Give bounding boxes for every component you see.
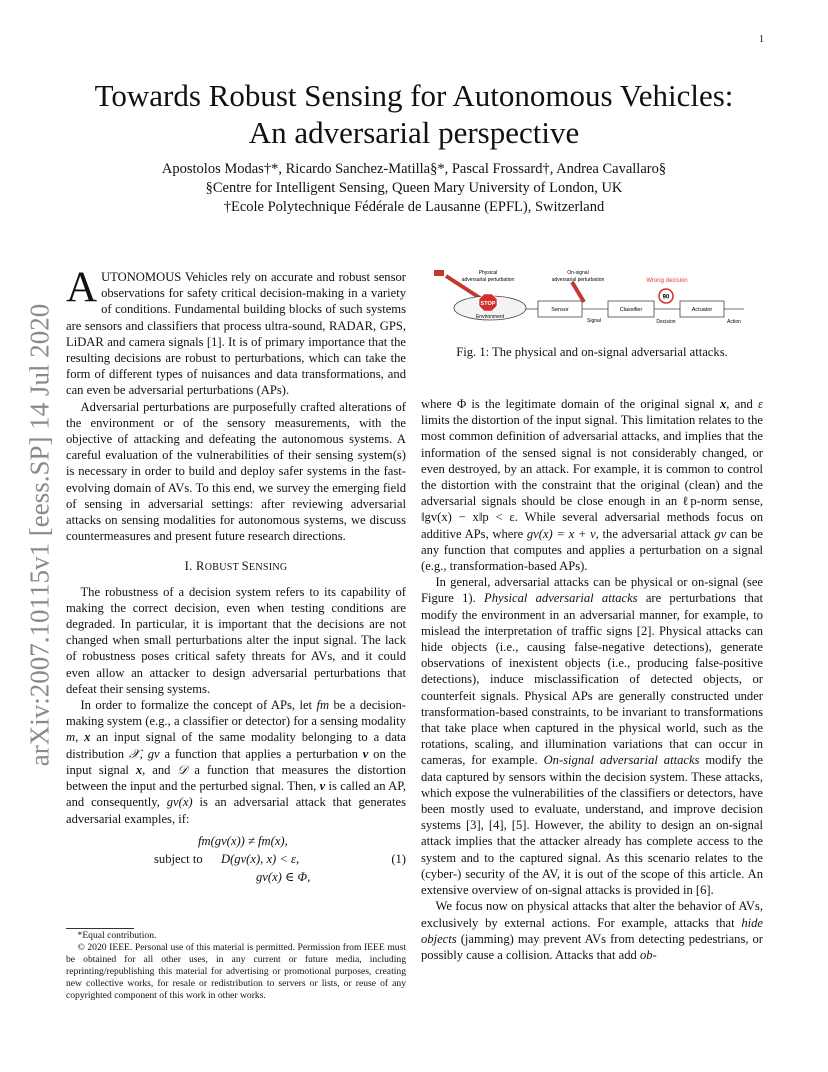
intro-caps-word: UTONOMOUS — [101, 270, 182, 284]
eq-subject-to: subject to — [154, 851, 203, 866]
figure-1-caption: Fig. 1: The physical and on-signal adversarial attacks. — [456, 345, 728, 359]
author-list: Apostolos Modas†*, Ricardo Sanchez-Matilla§*, Pascal Frossard†, Andrea Cavallaro§ — [161, 161, 667, 177]
r1-e: can be any function that computes and applies a perturbation on a signal (e.g., transformation-based APs). — [421, 526, 763, 574]
r-sym-x: x — [719, 397, 727, 411]
sym-X: 𝒳 — [128, 746, 140, 761]
section-1-paragraph-2 — [66, 697, 406, 827]
r1-c: limits the distortion of the input signal. This limitation relates to the most common definition of adversarial attacks, and implies that the information of the sensed signal is not considerably changed, or even destroyed, by an attack. For example, it is common to control the distortion with the constraint that the original (clean) and the adversarial signals should be close enough in an ℓp-norm sense, ‖gv(x) − x‖p < ε. While several adversarial methods focus on additive APs, where — [421, 413, 763, 541]
section-title-part-2: ENSING — [248, 562, 288, 574]
fig-physical-label-1: Physical — [478, 270, 498, 276]
s1p2-c: , — [75, 730, 85, 745]
sym-gvx: gv(x) — [166, 795, 193, 810]
footnote-equal-contribution: *Equal contribution. — [77, 930, 157, 941]
eq-line-3: gv(x) ∈ Φ, — [256, 869, 311, 884]
r3-b: (jamming) may prevent AVs from detecting pedestrians, or possibly cause a collision. Attacks that add — [421, 931, 763, 962]
r2-a: In general, adversarial attacks can be physical or on-signal (see Figure 1). — [421, 575, 763, 606]
intro-paragraph-1 — [66, 264, 406, 399]
r-sym-gv: gv — [714, 526, 727, 541]
sym-x-2: x — [135, 762, 143, 777]
sym-gv: gv — [147, 746, 160, 761]
affiliation-qmul: §Centre for Intelligent Sensing, Queen Mary University of London, UK — [205, 180, 623, 196]
r2-c: modify the data captured by sensors within the decision system. These attacks, which expose the vulnerabilities of the classifiers or detectors, have been mostly used to evaluate, understand, and improve decision systems [3], [4], [5]. However, the ability to design an on-signal attack implies that the attacker already has complete access to the system and to the captured signal. As this scenario relates to the (cyber-) security of the AV, it is out of the scope of this article. An extensive overview of on-signal attacks is provided in [6]. — [421, 753, 763, 898]
affiliation-epfl: †Ecole Polytechnique Fédérale de Lausanne (EPFL), Switzerland — [223, 199, 605, 215]
section-1-heading — [66, 558, 406, 576]
sym-D: 𝒟 — [177, 762, 188, 777]
fig-speed-text: 90 — [662, 294, 670, 301]
right-paragraph-2 — [421, 574, 763, 898]
figure-1-diagram — [432, 268, 752, 332]
fig-decision: Decision — [656, 319, 676, 325]
title-line-1: Towards Robust Sensing for Autonomous Vehicles: — [94, 78, 734, 113]
r2-onsignal-term: On-signal adversarial attacks — [543, 753, 700, 768]
r3-ob: ob- — [639, 947, 657, 962]
sym-v-2: v — [319, 779, 326, 794]
right-paragraph-3 — [421, 898, 763, 963]
fig-signal: Signal — [587, 318, 601, 324]
r2-b: are perturbations that modify the environment in an adversarial manner, for example, to mislead the interpretation of traffic signs [2]. Physical attacks can hide objects (i.e., causing false-negative detections), generate observations of inexistent objects (i.e., producing false-positive detections), induce misclassification of detected objects, or counterfeit signals. Physical APs are generally constructed under transformation-based constraints, to be invariant to transformations that take place when captured in the physical world, such as the rotations, scaling, and illumination variations that can occur in cameras, for example. — [421, 591, 763, 768]
fig-actuator: Actuator — [691, 307, 713, 313]
sym-x: x — [84, 730, 91, 745]
footnote-copyright: © 2020 IEEE. Personal use of this material is permitted. Permission from IEEE must be obtained for all other uses, in any current or future media, including reprinting/republishing this material for advertising or promotional purposes, creating new collective works, for resale or redistribution to servers or lists, or reuse of any copyrighted component of this work in other works. — [66, 942, 406, 1001]
fig-classifier: Classifier — [619, 307, 643, 313]
section-title-cap-r: R — [196, 559, 205, 574]
r3-a: We focus now on physical attacks that alter the behavior of AVs, exclusively by external actions. For example, attacks that — [421, 899, 763, 930]
intro-paragraph-2: Adversarial perturbations are purposefully crafted alterations of the environment or of the sensory measurements, with the objective of attacking and defeating the autonomous systems. A careful evaluation of the vulnerabilities of their sensing system(s) is necessary in order to build and deploy safer systems in the fast-evolving domain of AVs. To this end, we survey the emerging field of sensing in adversarial settings: after reviewing adversarial attacks on sensing modalities for autonomous systems, we discuss countermeasures and present future research directions. — [66, 399, 406, 544]
title-line-2: An adversarial perspective — [248, 115, 580, 150]
eq-number: (1) — [391, 851, 406, 866]
section-number: I. — [184, 559, 193, 574]
footnotes — [66, 930, 406, 1002]
s1p2-f: a function that applies a perturbation — [159, 746, 363, 761]
s1p2-i: a function that measures the distortion between the input and the perturbed signal. Then, — [66, 762, 406, 794]
s1p2-b: be a decision-making system (e.g., a classifier or detector) for a sensing modality — [66, 698, 406, 729]
fig-onsignal-label-1: On-signal — [567, 270, 589, 276]
footnote-rule — [66, 928, 134, 929]
eq-line-1: fm(gv(x)) ≠ fm(x), — [198, 833, 288, 848]
r3-hide-objects: hide objects — [421, 915, 763, 946]
fig-stop-text: STOP — [480, 301, 496, 307]
fig-wrong-decision: Wrong decision — [646, 278, 688, 284]
sym-m: m — [66, 730, 76, 745]
s1p2-g: on the input signal — [66, 746, 406, 777]
s1p2-e: , — [139, 746, 148, 761]
sym-fm: fm — [316, 698, 330, 713]
fig-action: Action — [727, 319, 741, 325]
equation-1 — [66, 833, 406, 887]
s1p2-k: is an adversarial attack that generates adversarial examples, if: — [66, 795, 406, 826]
page-number: 1 — [759, 34, 764, 45]
r-sym-eps: ε — [758, 397, 763, 411]
fig-onsignal-label-2: adversarial perturbation — [551, 277, 605, 283]
r1-a: where Φ is the legitimate domain of the original signal — [421, 397, 720, 411]
section-1-paragraph-1: The robustness of a decision system refers to its capability of making the correct decision, even when testing conditions are degraded. In particular, it is important that the decisions are not changed when small perturbations alter the input signal. The lack of robustness poses critical safety threats for AVs, and it could even allow an attacker to design adversarial perturbations that defeat their sensing systems. — [66, 584, 406, 696]
camera-icon — [434, 270, 444, 276]
paper-title — [40, 77, 788, 151]
fig-sensor: Sensor — [551, 307, 569, 313]
right-paragraph-1 — [421, 396, 763, 574]
s1p2-d: an input signal of the same modality belonging to a data distribution — [66, 730, 407, 761]
s1p2-h: , and — [142, 762, 178, 777]
left-column — [66, 264, 407, 895]
r2-physical-term: Physical adversarial attacks — [484, 591, 638, 606]
s1p2-a: In order to formalize the concept of APs, let — [80, 698, 317, 713]
onsignal-attack-arrow — [572, 282, 584, 302]
eq-line-2: D(gv(x), x) < ε, — [221, 851, 300, 866]
s1p2-j: is called an AP, and consequently, — [66, 779, 406, 810]
section-title-cap-s: S — [241, 559, 249, 574]
fig-environment: Environment — [475, 314, 505, 320]
fig-physical-label-2: adversarial perturbation — [461, 277, 515, 283]
arxiv-stamp-text: arXiv:2007.10115v1 [eess.SP] 14 Jul 2020 — [24, 303, 55, 767]
drop-cap: A — [66, 264, 98, 311]
intro-p1-text: Vehicles rely on accurate and robust sensor observations for safety critical decision-making in a variety of conditions. Fundamental building blocks of such systems are sensors and classifiers that process ultra-sound, RADAR, GPS, LiDAR and camera signals [1]. It is of primary importance that the resulting decisions are robust to perturbations, which can take the form of different types of nuisances and data transformations, and can even be adversarial perturbations (APs). — [66, 270, 406, 398]
r-sym-additive: gv(x) = x + v — [526, 526, 596, 541]
right-column — [421, 396, 763, 963]
section-title-part-1: OBUST — [204, 562, 242, 574]
r1-b: , and — [726, 397, 759, 411]
author-block — [40, 160, 788, 217]
sym-v: v — [362, 746, 369, 761]
r1-d: , the adversarial attack — [595, 526, 715, 541]
